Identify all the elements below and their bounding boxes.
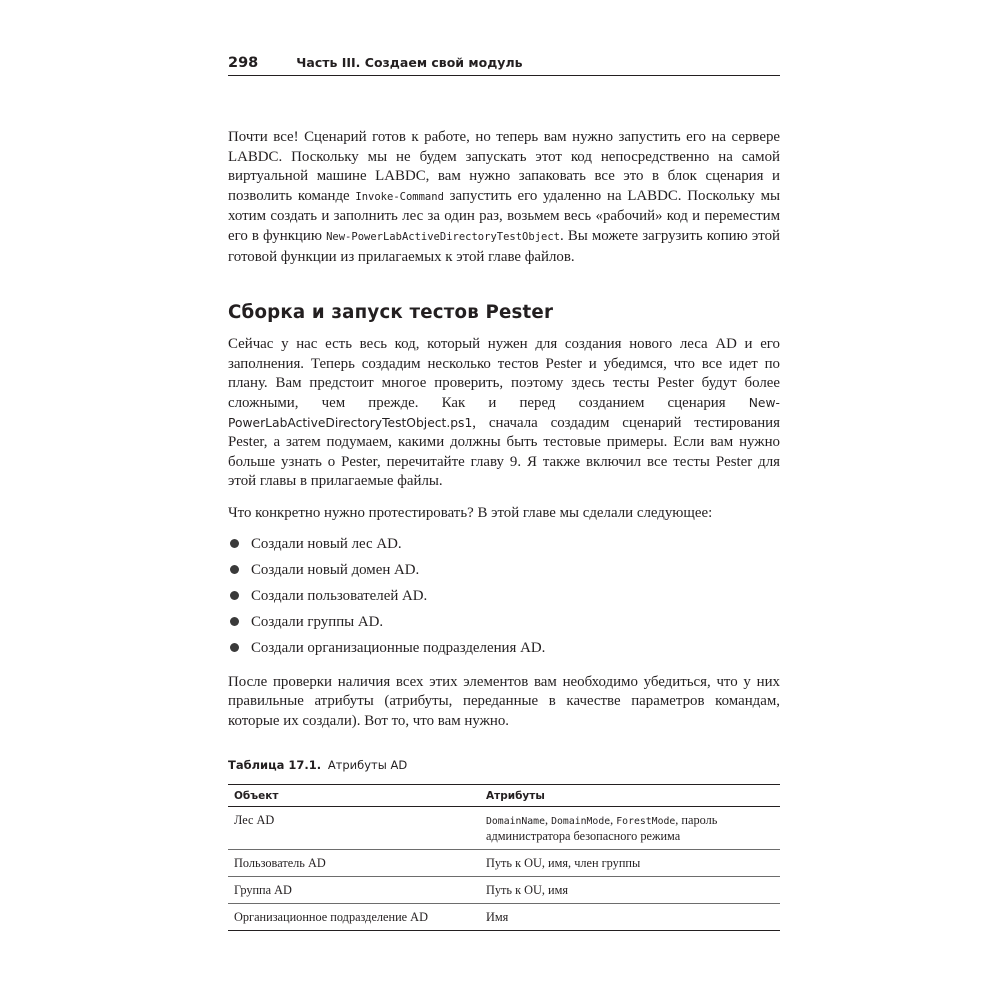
running-header [228,55,780,76]
table-row [228,807,780,850]
bullet-list [228,531,780,661]
attributes-table [228,784,780,931]
bullet-icon [230,617,239,626]
table-cell-attributes: Путь к OU, имя, член группы [480,850,780,877]
paragraph-intro [228,128,780,267]
paragraph-text: . Вы можете загрузить копию этой готовой функции из прилагаемых к этой главе файлов. [228,227,780,265]
running-title: Часть III. Создаем свой модуль [296,55,523,70]
list-item [228,635,780,661]
bullet-icon [230,565,239,574]
table-caption [228,758,780,772]
paragraph-text: , сначала создадим сценарий тестирования Pester, а затем подумаем, какими должны быть тестовые примеры. Если вам нужно больше узнать о Pester, перечитайте главу 9. Я также включил все тесты Pester для этой главы в прилагаемые файлы. [228,414,780,490]
paragraph-text: Почти все! Сценарий готов к работе, но теперь вам нужно запустить его на сервере LABDC. Поскольку мы не будем запускать этот код непосредственно на самой виртуальной машине LABDC, вам нужно запаковать все это в блок сценария и позволить команде [228,129,780,204]
page-number: 298 [228,55,259,71]
bullet-icon [230,591,239,600]
list-item-text: Создали новый домен AD. [251,561,420,578]
cell-text: , [544,813,552,828]
paragraph-text: Сейчас у нас есть весь код, который нужен для создания нового леса AD и его заполнения. Теперь создадим несколько тестов Pester и убедимся, что все идет по плану. Вам предстоит многое проверить, поэтому здесь тесты Pester будут более сложными, чем прежде. Как и перед созданием сценария [228,336,780,411]
bullet-icon [230,643,239,652]
paragraph-text: запустить его удаленно на LABDC. Поскольку мы хотим создать и заполнить лес за один раз, возьмем весь «рабочий» код и переместим его в функцию [228,187,781,244]
list-item [228,583,780,609]
inline-code: New-PowerLabActiveDirectoryTestObject [326,230,560,243]
list-item [228,557,780,583]
list-item-text: Создали пользователей AD. [251,587,428,604]
table-cell-attributes: Путь к OU, имя [480,877,780,904]
table-cell-object: Группа AD [228,877,480,904]
table-cell-object: Лес AD [228,807,480,850]
inline-code: Invoke-Command [355,190,444,203]
table-caption-label: Таблица 17.1. [228,758,322,773]
inline-code: ForestMode [616,816,676,828]
list-item-text: Создали новый лес AD. [251,535,402,552]
paragraph-question: Что конкретно нужно протестировать? В этой главе мы сделали следующее: [228,504,713,521]
table-row [228,877,780,904]
table-row [228,850,780,877]
column-header-attributes: Атрибуты [480,785,780,807]
inline-code: DomainName [486,816,545,828]
section-heading: Сборка и запуск тестов Pester [228,302,554,324]
paragraph-attributes: После проверки наличия всех этих элементов вам необходимо убедиться, что у них правильные атрибуты (атрибуты, переданные в качестве параметров командам, которые их создали). Вот то, что вам нужно. [228,673,780,729]
table-caption-text: Атрибуты AD [327,758,408,773]
list-item-text: Создали группы AD. [251,613,384,630]
inline-filename: New-PowerLabActiveDirectoryTestObject.ps1 [228,395,780,430]
inline-code: DomainMode [551,816,611,828]
table-row [228,904,780,931]
list-item [228,531,780,557]
list-item-text: Создали организационные подразделения AD. [251,639,546,656]
table-header-row [228,785,780,807]
table-cell-attributes [480,807,780,850]
column-header-object: Объект [228,785,480,807]
cell-text: , пароль администратора безопасного режима [486,813,718,844]
paragraph-pester [228,335,780,492]
bullet-icon [230,539,239,548]
book-page [228,55,780,931]
table-cell-object: Организационное подразделение AD [234,910,428,925]
table-cell-attributes: Имя [486,910,509,925]
cell-text: , [610,813,617,828]
list-item [228,609,780,635]
table-cell-object: Пользователь AD [228,850,480,877]
